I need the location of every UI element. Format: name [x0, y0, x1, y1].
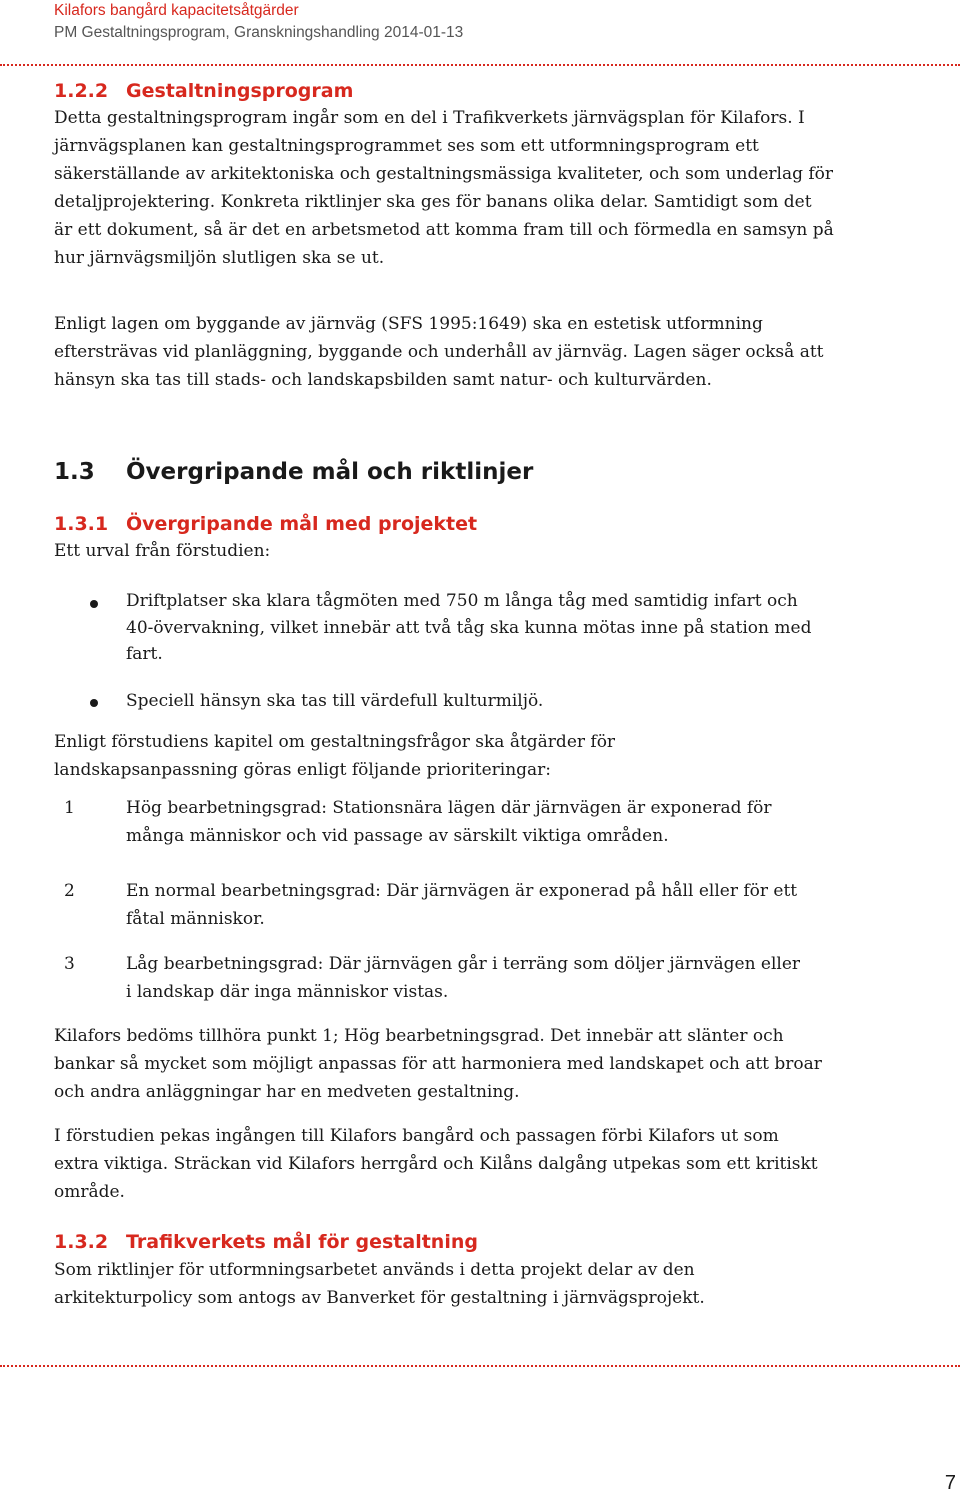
heading-title: Övergripande mål med projektet [126, 513, 478, 535]
heading-1-3-2 [54, 1229, 478, 1255]
priority-number: 2 [64, 881, 75, 901]
page-number: 7 [944, 1472, 956, 1494]
paragraph-prioriteringar: Enligt förstudiens kapitel om gestaltningsfrågor ska åtgärder för landskapsanpassning göras enligt följande prioriteringar: [54, 732, 616, 780]
heading-1-2-2 [54, 78, 353, 104]
heading-1-3 [54, 457, 533, 487]
paragraph-riktlinjer: Som riktlinjer för utformningsarbetet används i detta projekt delar av den arkitekturpolicy som antogs av Banverket för gestaltning i järnvägsprojekt. [54, 1260, 705, 1308]
priority-item: Låg bearbetningsgrad: Där järnvägen går i terräng som döljer järnvägen eller i landskap där inga människor vistas. [126, 954, 801, 1002]
bullet-marker [90, 699, 98, 707]
priority-number: 1 [64, 798, 75, 818]
heading-title: Trafikverkets mål för gestaltning [126, 1231, 478, 1253]
heading-number: 1.3.1 [54, 513, 109, 535]
header-divider [0, 64, 960, 66]
heading-1-3-1 [54, 511, 477, 537]
priority-item: En normal bearbetningsgrad: Där järnvägen är exponerad på håll eller för ett fåtal människor. [126, 881, 798, 929]
paragraph-intro: Ett urval från förstudien: [54, 541, 271, 561]
heading-title: Gestaltningsprogram [126, 80, 354, 102]
heading-number: 1.3.2 [54, 1231, 109, 1253]
heading-title: Övergripande mål och riktlinjer [126, 459, 534, 485]
heading-number: 1.3 [54, 459, 95, 485]
bullet-item: Speciell hänsyn ska tas till värdefull kulturmiljö. [126, 691, 544, 711]
priority-item: Hög bearbetningsgrad: Stationsnära lägen där järnvägen är exponerad för många människor och vid passage av särskilt viktiga områden. [126, 798, 772, 846]
document-subtitle: PM Gestaltningsprogram, Granskningshandling 2014-01-13 [54, 24, 464, 41]
running-header [54, 0, 463, 44]
priority-number: 3 [64, 954, 75, 974]
paragraph-kilafors: Kilafors bedöms tillhöra punkt 1; Hög bearbetningsgrad. Det innebär att slänter och bankar så mycket som möjligt anpassas för att harmoniera med landskapet och att broar och andra anläggningar har en medveten gestaltning. [54, 1026, 822, 1102]
paragraph-forstudien: I förstudien pekas ingången till Kilafors bangård och passagen förbi Kilafors ut som extra viktiga. Sträckan vid Kilafors herrgård och Kilåns dalgång utpekas som ett kritiskt område. [54, 1126, 818, 1202]
paragraph-gestaltningsprogram: Detta gestaltningsprogram ingår som en del i Trafikverkets järnvägsplan för Kilafors. I järnvägsplanen kan gestaltningsprogrammet ses som ett utformningsprogram ett säkerställande av arkitektoniska och gestaltningsmässiga kvaliteter, och som underlag för detaljprojektering. Konkreta riktlinjer ska ges för banans olika delar. Samtidigt som det är ett dokument, så är det en arbetsmetod att komma fram till och förmedla en samsyn på hur järnvägsmiljön slutligen ska se ut. [54, 108, 834, 268]
heading-number: 1.2.2 [54, 80, 109, 102]
footer-divider [0, 1365, 960, 1367]
bullet-marker [90, 600, 98, 608]
document-title: Kilafors bangård kapacitetsåtgärder [54, 2, 299, 19]
paragraph-lagen: Enligt lagen om byggande av järnväg (SFS 1995:1649) ska en estetisk utformning eftersträvas vid planläggning, byggande och underhåll av järnväg. Lagen säger också att hänsyn ska tas till stads- och landskapsbilden samt natur- och kulturvärden. [54, 314, 824, 390]
bullet-item: Driftplatser ska klara tågmöten med 750 m långa tåg med samtidig infart och 40-övervakning, vilket innebär att två tåg ska kunna mötas inne på station med fart. [126, 591, 812, 664]
